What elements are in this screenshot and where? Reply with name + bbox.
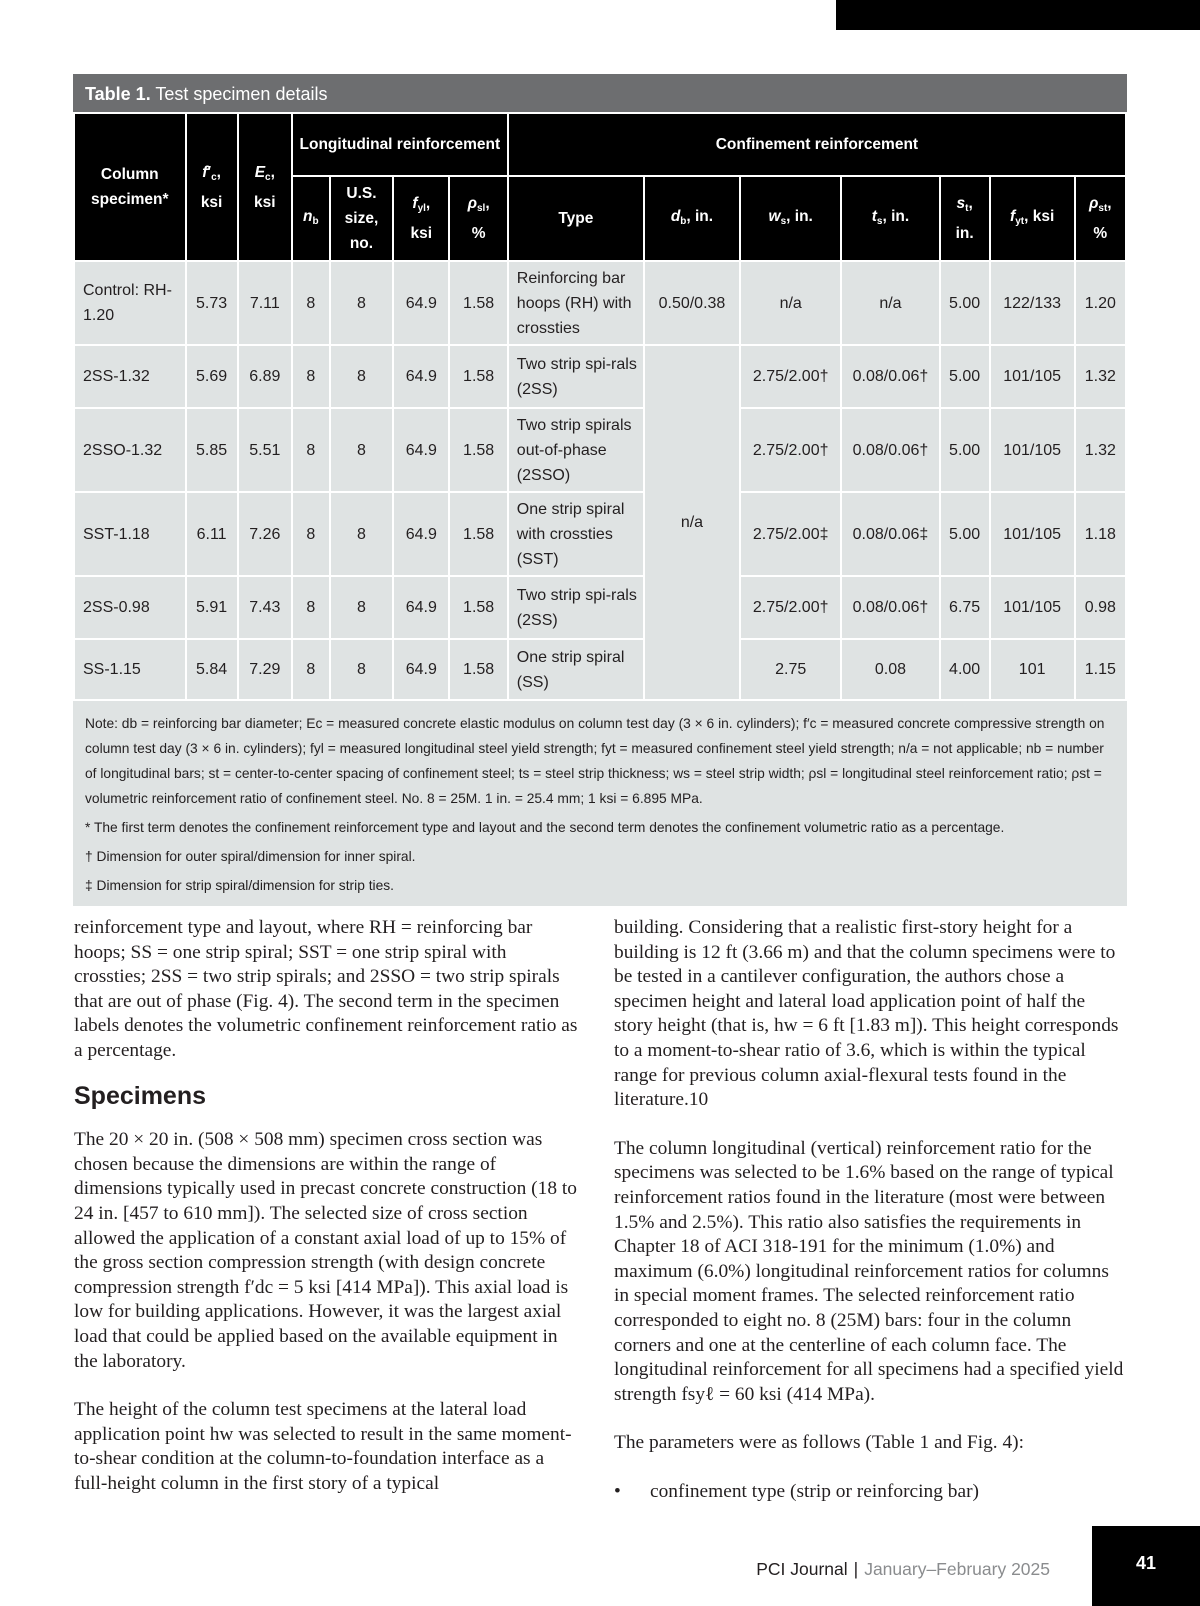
page-footer — [756, 1559, 1050, 1580]
cell-type: Two strip spi-rals (2SS) — [508, 345, 644, 408]
cell-st: 5.00 — [940, 492, 990, 576]
cell-st: 6.75 — [940, 576, 990, 639]
cell-specimen: SST-1.18 — [74, 492, 186, 576]
cell-fc: 5.69 — [186, 345, 238, 408]
cell-type: One strip spiral with crossties (SST) — [508, 492, 644, 576]
cell-ws: 2.75/2.00† — [740, 408, 841, 492]
cell-fyl: 64.9 — [393, 261, 449, 345]
cell-fyt: 122/133 — [990, 261, 1075, 345]
header-ws: $w_s$, in. — [740, 176, 841, 261]
cell-st: 5.00 — [940, 261, 990, 345]
issue-date: January–February 2025 — [864, 1559, 1050, 1579]
cell-type: Reinforcing bar hoops (RH) with crossties — [508, 261, 644, 345]
header-fc: $f'_c$, ksi — [186, 113, 238, 261]
cell-size: 8 — [330, 576, 393, 639]
table-title — [73, 74, 1127, 112]
header-rhosl: $\rho_{sl}$, % — [449, 176, 507, 261]
cell-rhost: 0.98 — [1075, 576, 1126, 639]
header-longitudinal: Longitudinal reinforcement — [292, 113, 508, 176]
cell-st: 5.00 — [940, 408, 990, 492]
table-1 — [73, 74, 1127, 906]
header-st: $s_t$, in. — [940, 176, 990, 261]
cell-ec: 7.29 — [238, 639, 292, 700]
cell-db: 0.50/0.38 — [644, 261, 740, 345]
cell-fc: 5.84 — [186, 639, 238, 700]
cell-nb: 8 — [292, 639, 330, 700]
cell-ts: 0.08/0.06‡ — [841, 492, 939, 576]
right-column — [614, 916, 1126, 1504]
cell-rhost: 1.20 — [1075, 261, 1126, 345]
header-rhost: $\rho_{st}$, % — [1075, 176, 1126, 261]
left-column — [74, 916, 579, 1496]
cell-rhost: 1.32 — [1075, 408, 1126, 492]
cell-size: 8 — [330, 345, 393, 408]
cell-type: One strip spiral (SS) — [508, 639, 644, 700]
header-nb: $n_b$ — [292, 176, 330, 261]
right-paragraph-2: The column longitudinal (vertical) reinforcement ratio for the specimens was selected to be 1.6% based on the range of typical reinforcement ratios found in the literature (most were between 1.5% and 2.5%). This ratio also satisfies the requirements in Chapter 18 of ACI 318-191 for the minimum (1.0%) and maximum (6.0%) longitudinal reinforcement ratios for columns in special moment frames. The selected reinforcement ratio corresponded to eight no. 8 (25M) bars: four in the column corners and one at the centerline of each column face. The longitudinal reinforcement for all specimens had a specified yield strength fsyℓ = 60 ksi (414 MPa). — [614, 1137, 1124, 1405]
cell-rhosl: 1.58 — [449, 408, 507, 492]
table-title-label: Table 1. — [85, 84, 151, 104]
cell-rhosl: 1.58 — [449, 492, 507, 576]
cell-ts: 0.08/0.06† — [841, 345, 939, 408]
cell-ts: 0.08/0.06† — [841, 576, 939, 639]
cell-fyt: 101/105 — [990, 576, 1075, 639]
cell-fc: 5.91 — [186, 576, 238, 639]
header-fyl: $f_{yl}$, ksi — [393, 176, 449, 261]
cell-fyt: 101/105 — [990, 408, 1075, 492]
cell-rhosl: 1.58 — [449, 576, 507, 639]
cell-fyl: 64.9 — [393, 576, 449, 639]
header-ts: $t_s$, in. — [841, 176, 939, 261]
cell-fc: 5.85 — [186, 408, 238, 492]
cell-ws: 2.75 — [740, 639, 841, 700]
cell-size: 8 — [330, 639, 393, 700]
cell-size: 8 — [330, 492, 393, 576]
left-paragraph-3: The height of the column test specimens at the lateral load application point hw was selected to result in the same moment-to-shear condition at the column-to-foundation interface as a full-height column in the first story of a typical — [74, 1399, 572, 1494]
cell-ws: 2.75/2.00† — [740, 345, 841, 408]
cell-ts: 0.08 — [841, 639, 939, 700]
cell-fc: 5.73 — [186, 261, 238, 345]
cell-specimen: SS-1.15 — [74, 639, 186, 700]
table-row — [74, 492, 1126, 576]
bullet-text: confinement type (strip or reinforcing bar) — [650, 1480, 979, 1502]
bullet-item — [614, 1480, 1126, 1505]
table-row — [74, 576, 1126, 639]
footnote-double-dagger: ‡ Dimension for strip spiral/dimension for strip ties. — [85, 878, 395, 893]
cell-nb: 8 — [292, 408, 330, 492]
cell-fyl: 64.9 — [393, 639, 449, 700]
cell-nb: 8 — [292, 576, 330, 639]
cell-ec: 7.26 — [238, 492, 292, 576]
cell-rhost: 1.18 — [1075, 492, 1126, 576]
cell-ec: 5.51 — [238, 408, 292, 492]
footnote-star: * The first term denotes the confinement reinforcement type and layout and the second term denotes the confinement volumetric ratio as a percentage. — [85, 820, 1005, 835]
cell-specimen: Control: RH-1.20 — [74, 261, 186, 345]
bullet-icon: • — [614, 1480, 621, 1502]
cell-specimen: 2SSO-1.32 — [74, 408, 186, 492]
cell-ec: 7.11 — [238, 261, 292, 345]
cell-nb: 8 — [292, 492, 330, 576]
cell-ts: n/a — [841, 261, 939, 345]
page-number: 41 — [1092, 1526, 1200, 1606]
cell-nb: 8 — [292, 345, 330, 408]
header-confinement: Confinement reinforcement — [508, 113, 1126, 176]
cell-type: Two strip spirals out-of-phase (2SSO) — [508, 408, 644, 492]
table-row — [74, 345, 1126, 408]
cell-fyl: 64.9 — [393, 492, 449, 576]
right-paragraph-3: The parameters were as follows (Table 1 and Fig. 4): — [614, 1432, 1025, 1454]
cell-ts: 0.08/0.06† — [841, 408, 939, 492]
cell-fyl: 64.9 — [393, 345, 449, 408]
cell-type: Two strip spi-rals (2SS) — [508, 576, 644, 639]
left-paragraph-2: The 20 × 20 in. (508 × 508 mm) specimen cross section was chosen because the dimensions are within the range of dimensions typically used in precast concrete construction (18 to 24 in. [457 to 610 mm]). The selected size of cross section allowed the application of a constant axial load of up to 15% of the gross section compression strength (with design concrete compression strength f′dc = 5 ksi [414 MPa]). This axial load is low for building applications. However, it was the largest axial load that could be applied based on the available equipment in the laboratory. — [74, 1129, 577, 1372]
cell-rhost: 1.15 — [1075, 639, 1126, 700]
table-notes — [73, 701, 1127, 906]
header-db: $d_b$, in. — [644, 176, 740, 261]
cell-ec: 6.89 — [238, 345, 292, 408]
table-row — [74, 639, 1126, 700]
cell-rhost: 1.32 — [1075, 345, 1126, 408]
cell-nb: 8 — [292, 261, 330, 345]
table-note: Note: db = reinforcing bar diameter; Ec = measured concrete elastic modulus on column test day (3 × 6 in. cylinders); f′c = measured concrete compressive strength on column test day (3 × 6 in. cylinders); fyl = measured longitudinal steel yield strength; fyt = measured confinement steel yield strength; n/a = not applicable; nb = number of longitudinal bars; st = center-to-center spacing of confinement steel; ts = steel strip thickness; ws = steel strip width; ρsl = longitudinal steel reinforcement ratio; ρst = volumetric reinforcement ratio of confinement steel. No. 8 = 25M. 1 in. = 25.4 mm; 1 ksi = 6.895 MPa. — [85, 716, 1105, 806]
table-title-text: Test specimen details — [155, 84, 328, 104]
cell-ws: 2.75/2.00† — [740, 576, 841, 639]
cell-specimen: 2SS-1.32 — [74, 345, 186, 408]
cell-fyt: 101 — [990, 639, 1075, 700]
header-column-specimen: Column specimen* — [74, 113, 186, 261]
cell-st: 5.00 — [940, 345, 990, 408]
header-fyt: $f_{yt}$, ksi — [990, 176, 1075, 261]
left-paragraph-1: reinforcement type and layout, where RH = reinforcing bar hoops; SS = one strip spiral; SST = one strip spiral with crossties; 2SS = two strip spirals; and 2SSO = two strip spirals that are out of phase (Fig. 4). The second term in the specimen labels denotes the volumetric confinement reinforcement ratio as a percentage. — [74, 917, 578, 1061]
cell-st: 4.00 — [940, 639, 990, 700]
table-row — [74, 261, 1126, 345]
header-ec: $E_c$, ksi — [238, 113, 292, 261]
footer-separator: | — [853, 1559, 859, 1579]
table-row — [74, 408, 1126, 492]
section-heading-specimens: Specimens — [74, 1081, 207, 1110]
cell-ws: n/a — [740, 261, 841, 345]
top-black-bar — [836, 0, 1200, 30]
cell-db-merged: n/a — [644, 345, 740, 700]
cell-rhosl: 1.58 — [449, 345, 507, 408]
journal-name: PCI Journal — [756, 1559, 848, 1579]
footnote-dagger: † Dimension for outer spiral/dimension for inner spiral. — [85, 849, 416, 864]
cell-fyt: 101/105 — [990, 492, 1075, 576]
cell-size: 8 — [330, 408, 393, 492]
cell-size: 8 — [330, 261, 393, 345]
cell-ws: 2.75/2.00‡ — [740, 492, 841, 576]
cell-specimen: 2SS-0.98 — [74, 576, 186, 639]
header-type: Type — [508, 176, 644, 261]
cell-fyt: 101/105 — [990, 345, 1075, 408]
right-paragraph-1: building. Considering that a realistic first-story height for a building is 12 ft (3.66 m) and that the column specimens were to be tested in a cantilever configuration, the authors chose a specimen height and lateral load application point of half the story height (that is, hw = 6 ft [1.83 m]). This height corresponds to a moment-to-shear ratio of 3.6, which is within the typical range for previous column axial-flexural tests found in the literature.10 — [614, 917, 1119, 1111]
cell-fyl: 64.9 — [393, 408, 449, 492]
specimen-table — [73, 112, 1127, 701]
header-us-size: U.S. size, no. — [330, 176, 393, 261]
cell-rhosl: 1.58 — [449, 639, 507, 700]
cell-fc: 6.11 — [186, 492, 238, 576]
cell-rhosl: 1.58 — [449, 261, 507, 345]
cell-ec: 7.43 — [238, 576, 292, 639]
